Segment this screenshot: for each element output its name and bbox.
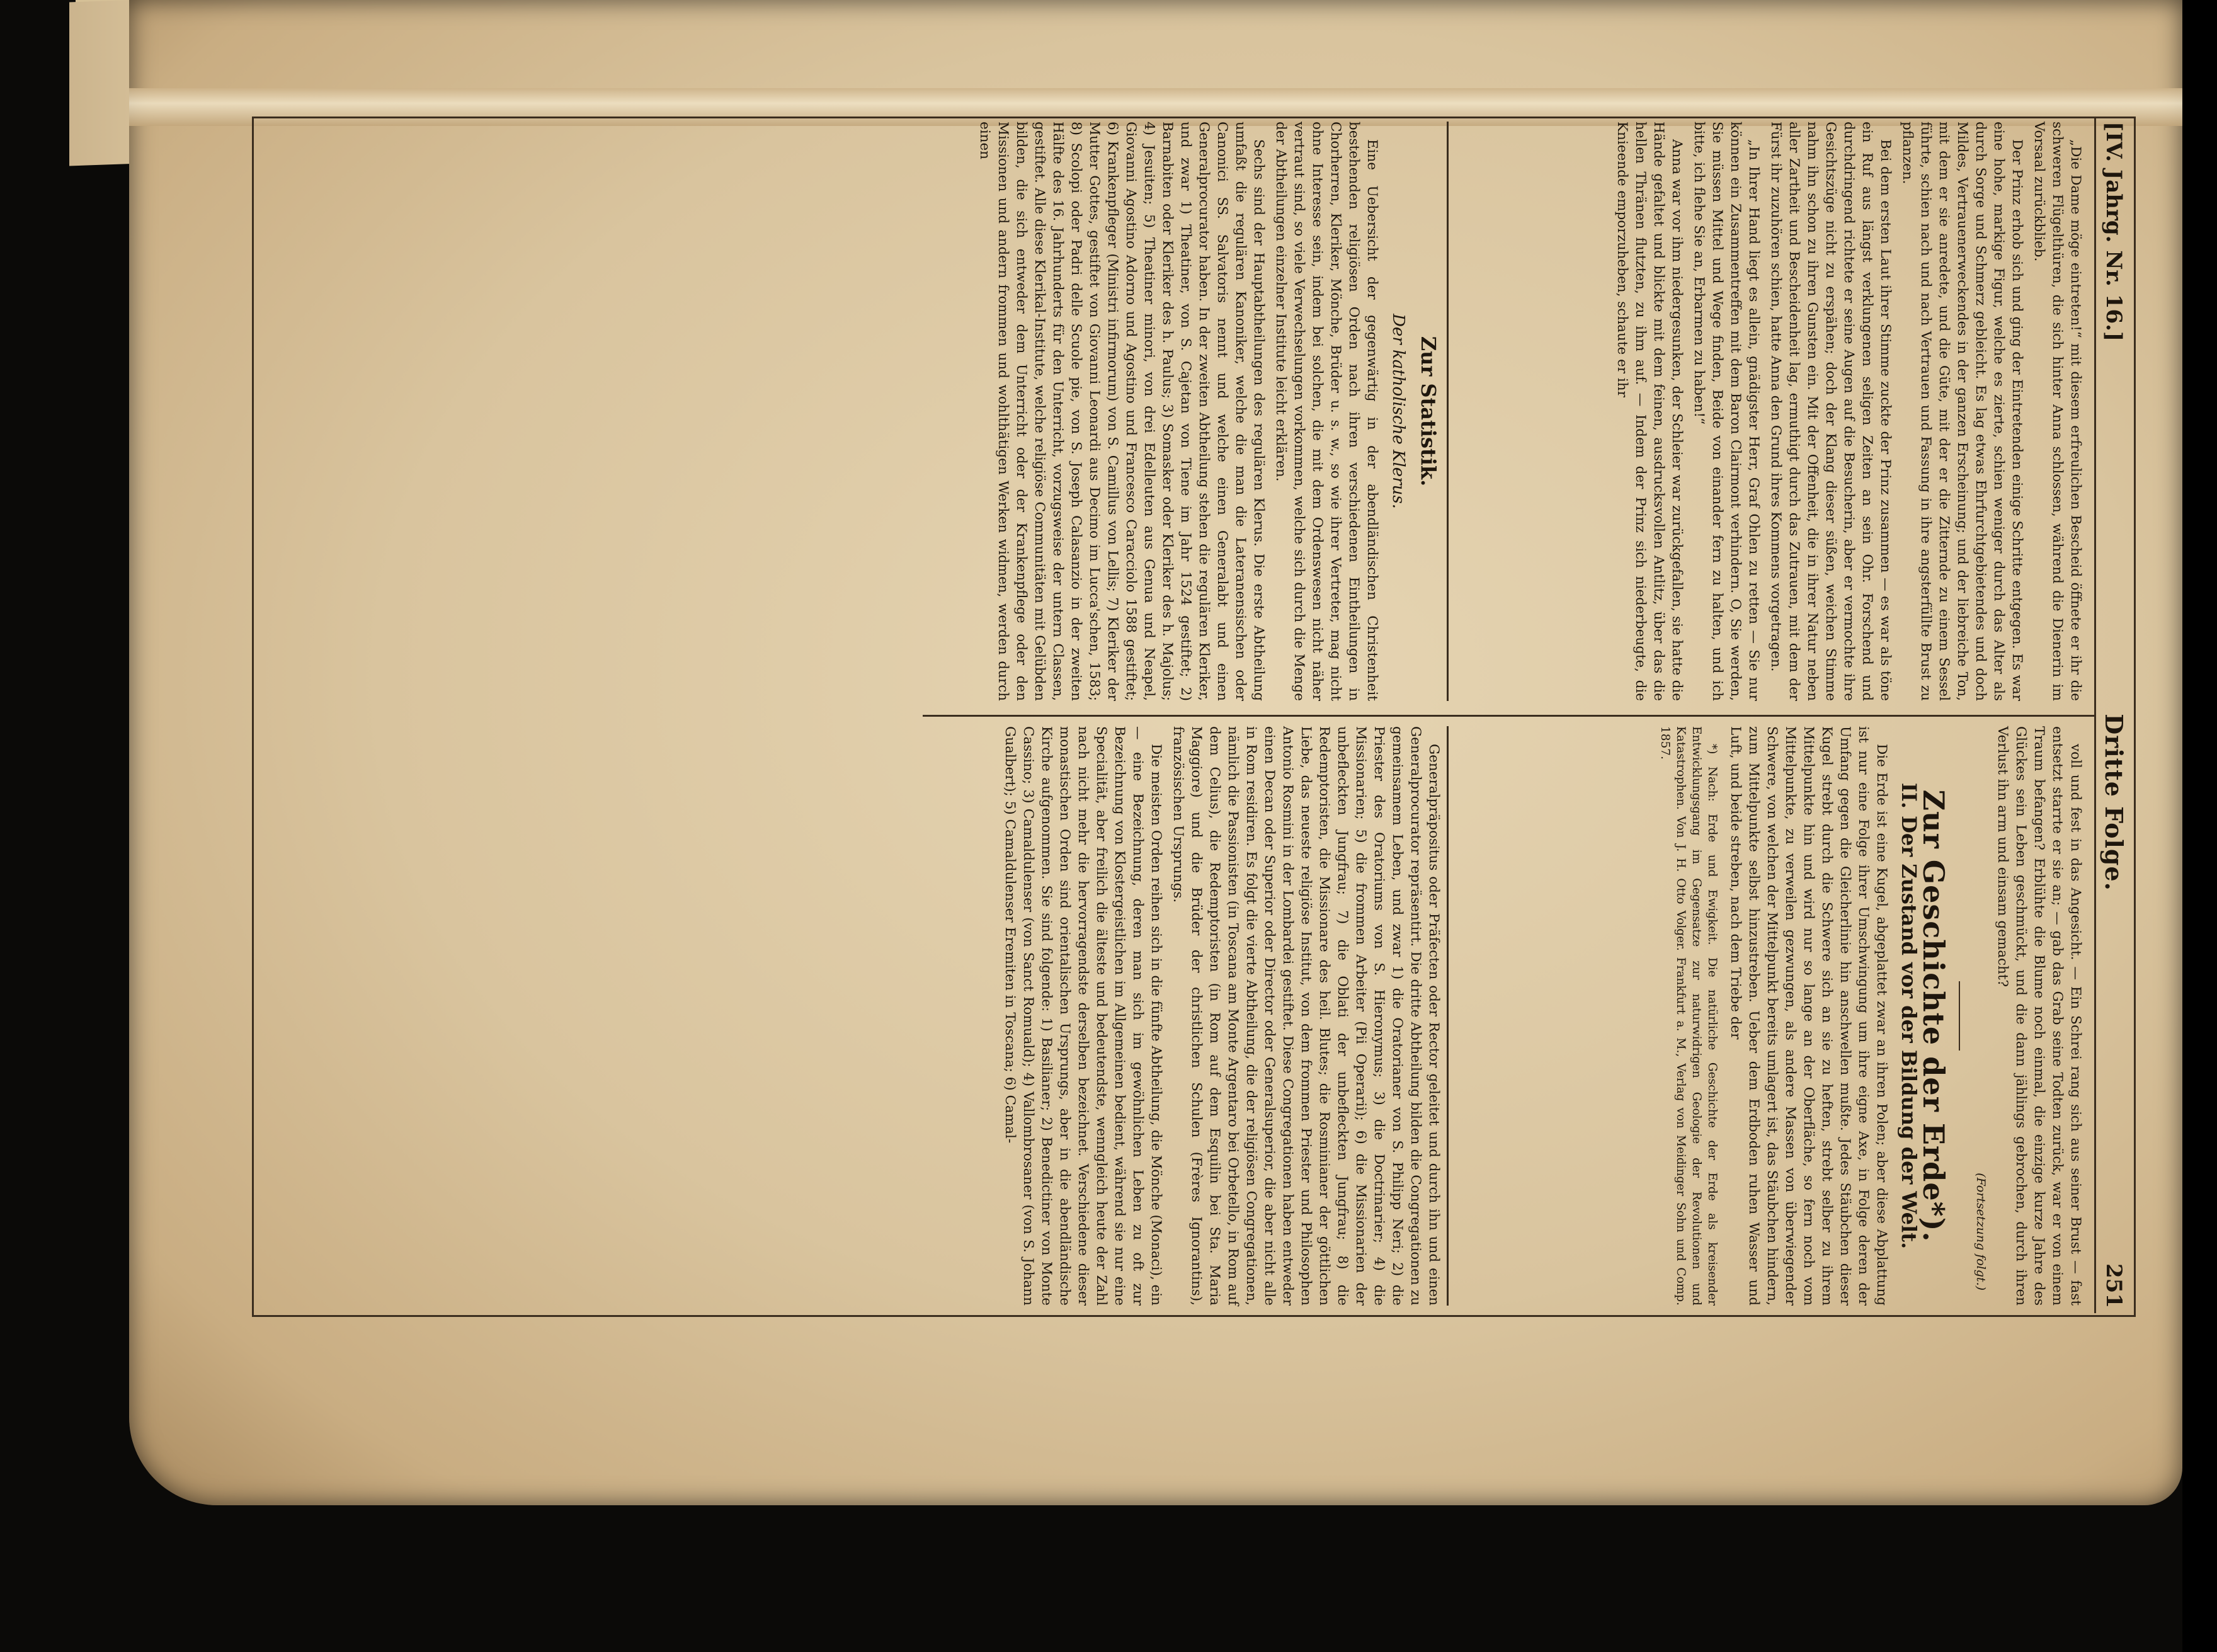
statistik-paragraph: Sechs sind der Hauptabtheilungen des regulären Klerus. Die erste Abtheilung umfaßt die regulären Kanoniker, welche die man die Lateranensischen oder Canonici SS. Salvatoris nennt und welche einen Generalabt und einen Generalprocurator haben. In der zweiten Abtheilung stehen die regulären Kleriker, und zwar 1) Theatiner, von S. Cajetan von Tiene im Jahr 1524 gestiftet; 2) Barnabiten oder Kleriker des h. Paulus; 3) Somasker oder Kleriker des h. Majolus; 4) Jesuiten; 5) Theatiner minori, von drei Edelleuten aus Genua und Neapel, Giovanni Agostino Adorno und Agostino und Francesco Caracciolo 1588 gestiftet; 6) Krankenpfleger (Ministri infirmorum) von S. Camillus von Lellis; 7) Kleriker der Mutter Gottes, gestiftet von Giovanni Leonardi aus Decimo im Lucca'schen, 1583; 8) Scolopi oder Padri delle Scuole pie, von S. Joseph Calasanzio in der zweiten Hälfte des 16. Jahrhunderts für den Unterricht, vorzugsweise der untern Classen, gestiftet. Alle diese Klerikal-Institute, welche religiöse Communitäten mit Gelübden bilden, die sich entweder dem Unterricht oder der Krankenpflege oder den Missionen und andern frommen und wohlthätigen Werken widmen, werden durch einen <box>977 122 1267 701</box>
statistik-body <box>976 122 1381 701</box>
section-rule <box>1959 981 1960 1051</box>
story-paragraph: Bei dem ersten Laut ihrer Stimme zuckte der Prinz zusammen — es war als töne ein Ruf aus längst verklungenen seligen Zeiten an sein Ohr. Forschend und durchdringend richtete er seine Augen auf die Besucherin, aber er vermochte ihre Gesichtszüge nicht zu erspähen; doch der Klang dieser süßen, weichen Stimme nahm ihn schon zu ihren Gunsten ein. Mit der Offenheit, die in ihrer Natur neben aller Zartheit und Bescheidenheit lag, ermuthigt durch das Zutrauen, mit dem der Fürst ihr zuzuhören schien, hatte Anna den Grund ihres Kommens vorgetragen. <box>1768 122 1893 701</box>
statistik-cont-body <box>1001 726 1443 1306</box>
column-divider <box>923 715 2094 717</box>
left-column <box>1609 122 2085 701</box>
statistik-continuation <box>997 726 1449 1306</box>
footnote: *) Nach: Erde und Ewigkeit. Die natürliche Geschichte der Erde als kreisender Entwicklungsgang im Gegensatze zur naturwidrigen Geologie der Revolutionen und Katastrophen. Von J. H. Otto Volger. Frankfurt a. M., Verlag von Meidinger Sohn und Comp. 1857. <box>1658 726 1719 1306</box>
scan-background <box>2182 0 2217 1652</box>
statistik-section <box>972 122 1449 701</box>
geschichte-subtitle: II. Der Zustand vor der Bildung der Welt. <box>1897 782 1921 1250</box>
story-paragraph: Anna war vor ihm niedergesunken, der Schleier war zurückgefallen, sie hatte die Hände gefaltet und blickte mit dem feinen, ausdrucksvollen Antlitz, über das die hellen Thränen flutzten, zu ihm auf. — Indem der Prinz sich niederbeugte, die Knieende emporzuheben, schaute er ihr <box>1614 122 1685 701</box>
statistik-subtitle: Der katholische Klerus. <box>1389 314 1408 509</box>
statistik-paragraph: Generalpräpositus oder Präfecten oder Rector geleitet und durch ihn und einen Generalprocurator repräsentirt. Die dritte Abtheilung bilden die Congregationen zu gemeinsamem Leben, und zwar 1) die Oratorianer von S. Philipp Neri; 2) die Priester des Oratoriums von S. Hieronymus; 3) die Doctrinarier; 4) die Missionarien; 5) die frommen Arbeiter (Pii Operarii); 6) die Missionarien der unbefleckten Jungfrau; 7) die Oblati der unbefleckten Jungfrau; 8) die Redemptoristen, die Missionare des heil. Blutes; die Rosminianer der göttlichen Liebe, das neueste religiöse Institut, von dem frommen Priester und Philosophen Antonio Rosmini in der Lombardei gestiftet. Diese Congregationen haben entweder einen Decan oder Superior oder Director oder Generalsuperior, die aber nicht alle in Rom residiren. Es folgt die vierte Abtheilung, die der religiösen Congregationen, nämlich die Passionisten (in Toscana am Monte Argentaro bei Orbetello, in Rom auf dem Celius), die Redemptoristen (in Rom auf dem Esquilin bei Sta. Maria Maggiore) und die Brüder der christlichen Schulen (Frères Ignorantins), französischen Ursprungs. <box>1170 726 1442 1306</box>
right-column <box>1657 726 2085 1306</box>
story-paragraph: Der Prinz erhob sich und ging der Eintretenden einige Schritte entgegen. Es war eine hohe, markige Figur, welche es zierte, schien weniger durch das Alter als durch Sorge und Schmerz gebleicht. Es lag etwas Ehrfurchtgebietendes und doch Mildes, Vertrauenerweckendes in der ganzen Erscheinung; und der liebreiche Ton, mit dem er sie anredete, und die Güte, mit der er die Zitternde zu einem Sessel führte, schien nach und nach Vertrauen und Fassung in ihre angsterfüllte Brust zu pflanzen. <box>1900 122 2025 701</box>
rotated-page-content <box>252 117 2132 1313</box>
geschichte-title: Zur Geschichte der Erde*). <box>1917 789 1951 1243</box>
story-paragraph: voll und fest in das Angesicht. — Ein Schrei rang sich aus seiner Brust — fast entsetzt starrte er sie an; — gab das Grab seine Todten zurück, war er von einem Traum befangen? Erblühte die Blume noch einmal, die einzige kurze Jahre des Glückes sein Leben geschmückt, und die dann jählings gebrochen, durch ihren Verlust ihn arm und einsam gemacht? <box>1995 726 2083 1306</box>
header-volume: [IV. Jahrg. Nr. 16.] <box>2101 122 2127 342</box>
geschichte-paragraph: Die Erde ist eine Kugel, abgeplattet zwar an ihren Polen; aber diese Abplattung ist nur eine Folge ihrer Umschwingung um ihre eigne Axe, in Folge deren der Umfang gegen die Gleicherlinie hin anschwellen mußte. Jedes Stäubchen dieser Kugel strebt durch die Schwere sich an sie zu heften, strebt selber zu ihrem Mittelpunkte hin und wird nur so lange an der Oberfläche, so fern noch vom Mittelpunkte, zu verweilen gezwungen, als andere Massen von überwiegender Schwere, von welchen der Mittelpunkt bereits umlagert ist, das Stäubchen hindern, zum Mittelpunkte selbst hinzustreben. Ueber dem Erdboden ruhen Wasser und Luft, und beide streben, nach dem Triebe der <box>1728 726 1889 1306</box>
header-series: Dritte Folge. <box>2100 714 2128 891</box>
story-paragraph: „In Ihrer Hand liegt es allein, gnädigster Herr, Graf Ohlen zu retten — Sie nur können ein Zusammentreffen mit dem Baron Clairmont verhindern. O, Sie werden, Sie müssen Mittel und Wege finden, Beide von einander fern zu halten, und ich bitte, ich flehe Sie an, Erbarmen zu haben!“ <box>1691 122 1762 701</box>
running-header <box>2094 117 2132 1313</box>
statistik-title: Zur Statistik. <box>1416 336 1440 487</box>
statistik-paragraph: Eine Uebersicht der gegenwärtig in der abendländischen Christenheit bestehenden religiösen Orden nach ihren verschiedenen Eintheilungen in Chorherren, Kleriker, Mönche, Brüder u. s. w., so wie ihrer Vertreter, mag nicht ohne Interesse sein, indem bei solchen, die mit dem Ordenswesen nicht näher vertraut sind, so viele Verwechselungen vorkommen, welche sich durch die Menge der Abtheilungen einzelner Institute leicht erklären. <box>1273 122 1380 701</box>
page-number: 251 <box>2101 1263 2127 1308</box>
continuation-note: (Fortsetzung folgt.) <box>1974 1173 1988 1290</box>
statistik-paragraph: Die meisten Orden reihen sich in die fünfte Abtheilung, die Mönche (Monaci), ein — eine Bezeichnung, deren man sich im gewöhnlichen Leben zu oft zur Bezeichnung von Klostergeistlichen im Allgemeinen bedient, während sie nur eine Specialität, aber freilich die älteste und bedeutendste, wenngleich heute der Zahl nach nicht mehr die hervorragendste derselben bezeichnet. Verschiedene dieser monastischen Orden sind orientalischen Ursprungs, aber in die abendländische Kirche aufgenommen. Sie sind folgende: 1) Basilianer; 2) Benedictiner von Monte Cassino; 3) Camaldulenser (von Sanct Romuald); 4) Vallombrosaner (von S. Johann Gualbert); 5) Camaldulenser Eremiten in Toscana; 6) Camal- <box>1002 726 1164 1306</box>
story-paragraph: „Die Dame möge eintreten!“ mit diesem erfreulichen Bescheid öffnete er ihr die schweren Flügelthüren, die sich hinter Anna schlossen, während die Dienerin im Vorsaal zurückblieb. <box>2031 122 2083 701</box>
